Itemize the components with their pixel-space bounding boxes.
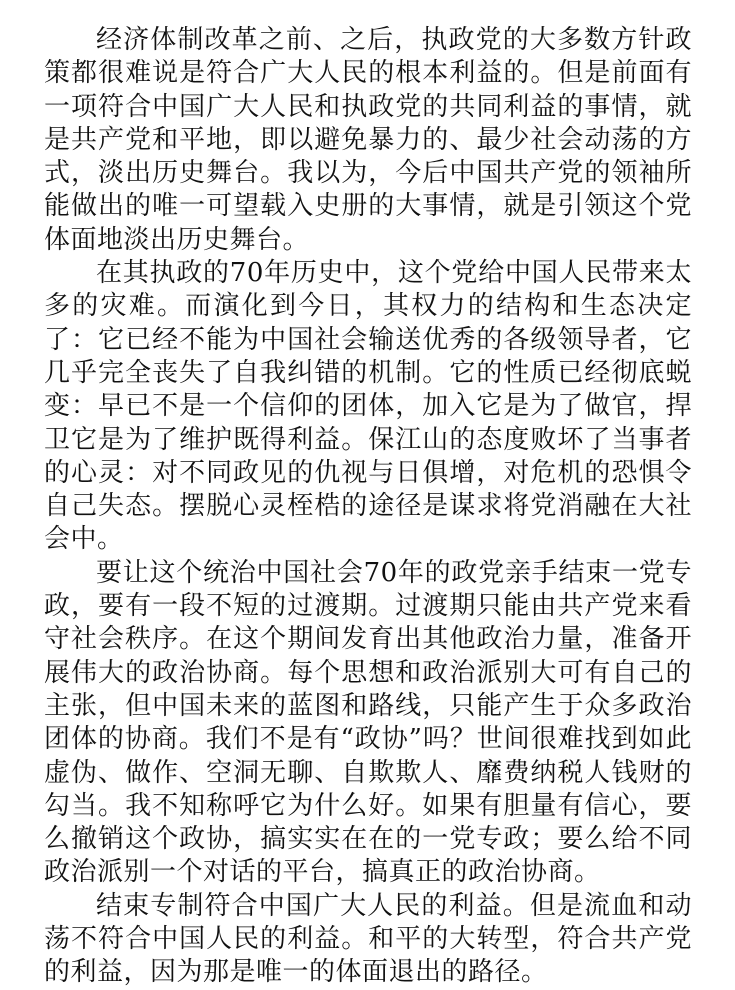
document-body	[44, 24, 692, 990]
paragraph-1: 经济体制改革之前、之后，执政党的大多数方针政策都很难说是符合广大人民的根本利益的。但是前面有一项符合中国广大人民和执政党的共同利益的事情，就是共产党和平地，即以避免暴力的、最少社会动荡的方式，淡出历史舞台。我以为，今后中国共产党的领袖所能做出的唯一可望载入史册的大事情，就是引领这个党体面地淡出历史舞台。	[44, 25, 692, 255]
paragraph-4: 结束专制符合中国广大人民的利益。但是流血和动荡不符合中国人民的利益。和平的大转型，符合共产党的利益，因为那是唯一的体面退出的路径。	[44, 890, 692, 988]
paragraph-3: 要让这个统治中国社会70年的政党亲手结束一党专政，要有一段不短的过渡期。过渡期只能由共产党来看守社会秩序。在这个期间发育出其他政治力量，准备开展伟大的政治协商。每个思想和政治派别大可有自己的主张，但中国未来的蓝图和路线，只能产生于众多政治团体的协商。我们不是有“政协”吗？世间很难找到如此虚伪、做作、空洞无聊、自欺欺人、靡费纳税人钱财的勾当。我不知称呼它为什么好。如果有胆量有信心，要么撤销这个政协，搞实实在在的一党专政；要么给不同政治派别一个对话的平台，搞真正的政治协商。	[44, 557, 692, 888]
paragraph-2: 在其执政的70年历史中，这个党给中国人民带来太多的灾难。而演化到今日，其权力的结构和生态决定了：它已经不能为中国社会输送优秀的各级领导者，它几乎完全丧失了自我纠错的机制。它的性质已经彻底蜕变：早已不是一个信仰的团体，加入它是为了做官，捍卫它是为了维护既得利益。保江山的态度败坏了当事者的心灵：对不同政见的仇视与日俱增，对危机的恐惧令自己失态。摆脱心灵桎梏的途径是谋求将党消融在大社会中。	[44, 258, 692, 555]
